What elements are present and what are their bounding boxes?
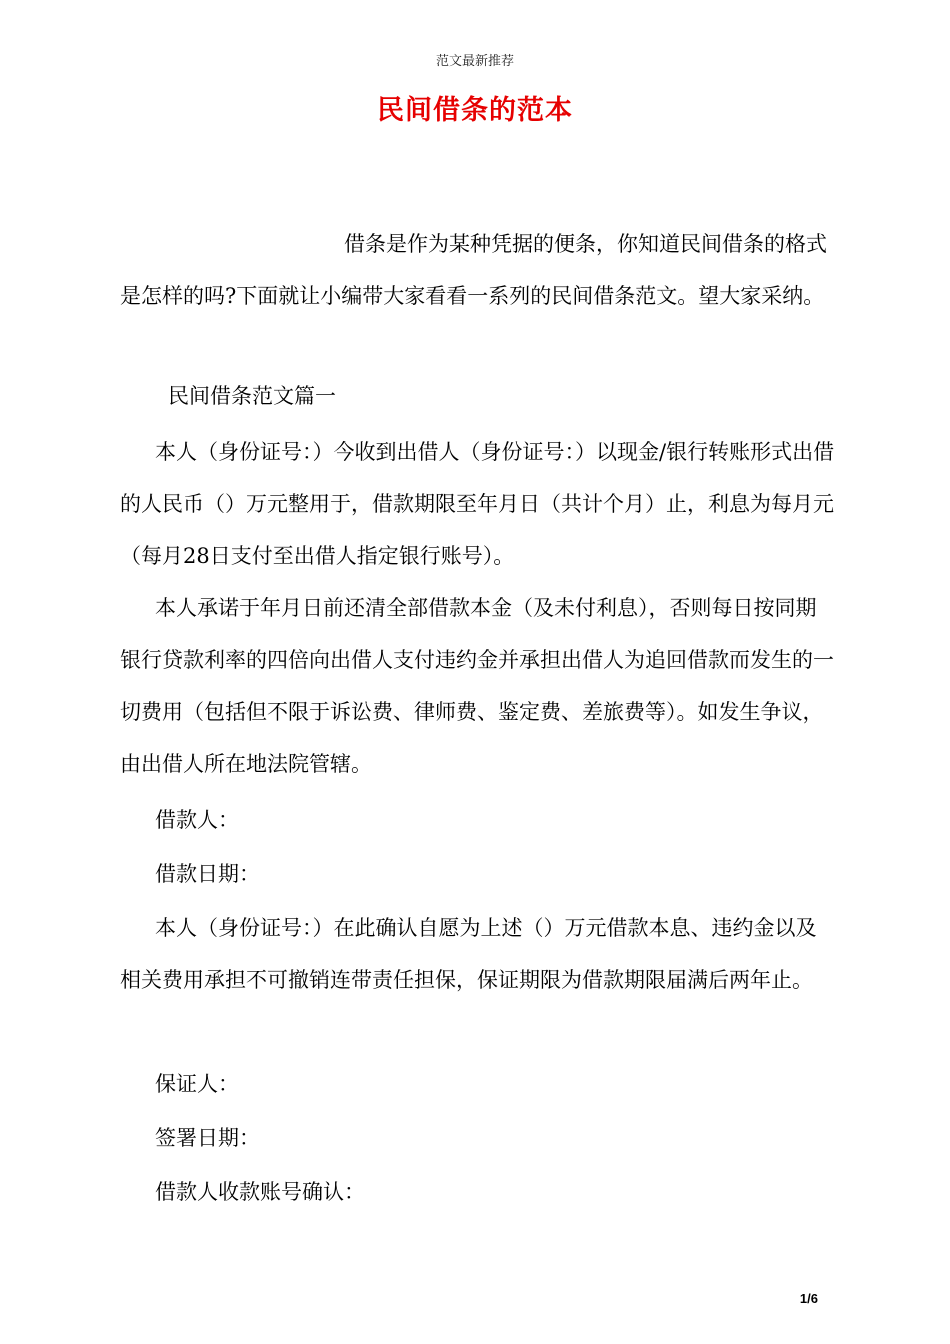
paragraph-loan-terms: 本人（身份证号：）今收到出借人（身份证号：）以现金/银行转账形式出借的人民币（）万元整用于，借款期限至年月日（共计个月）止，利息为每月元（每月28日支付至出借人指定银行账号）。 <box>120 440 835 568</box>
document-title: 民间借条的范本 <box>377 95 573 126</box>
guarantor-label: 保证人： <box>155 1072 239 1096</box>
paragraph-guarantee: 本人（身份证号：）在此确认自愿为上述（）万元借款本息、违约金以及相关费用承担不可撤销连带责任担保，保证期限为借款期限届满后两年止。 <box>120 916 817 992</box>
page-number: 1/6 <box>799 1291 818 1306</box>
section-heading: 民间借条范文篇一 <box>168 384 336 408</box>
sign-date-label: 签署日期： <box>155 1126 260 1150</box>
borrow-date-label: 借款日期： <box>155 862 260 886</box>
paragraph-repayment-promise: 本人承诺于年月日前还清全部借款本金（及未付利息），否则每日按同期银行贷款利率的四倍向出借人支付违约金并承担出借人为追回借款而发生的一切费用（包括但不限于诉讼费、律师费、鉴定费、差旅费等）。如发生争议，由出借人所在地法院管辖。 <box>120 596 834 776</box>
account-confirm-label: 借款人收款账号确认： <box>155 1180 365 1204</box>
header-label: 范文最新推荐 <box>435 54 514 69</box>
intro-text: 借条是作为某种凭据的便条，你知道民间借条的格式是怎样的吗?下面就让小编带大家看看一系列的民间借条范文。望大家采纳。 <box>120 232 827 308</box>
borrower-label: 借款人： <box>155 808 239 832</box>
intro-paragraph <box>120 218 836 322</box>
